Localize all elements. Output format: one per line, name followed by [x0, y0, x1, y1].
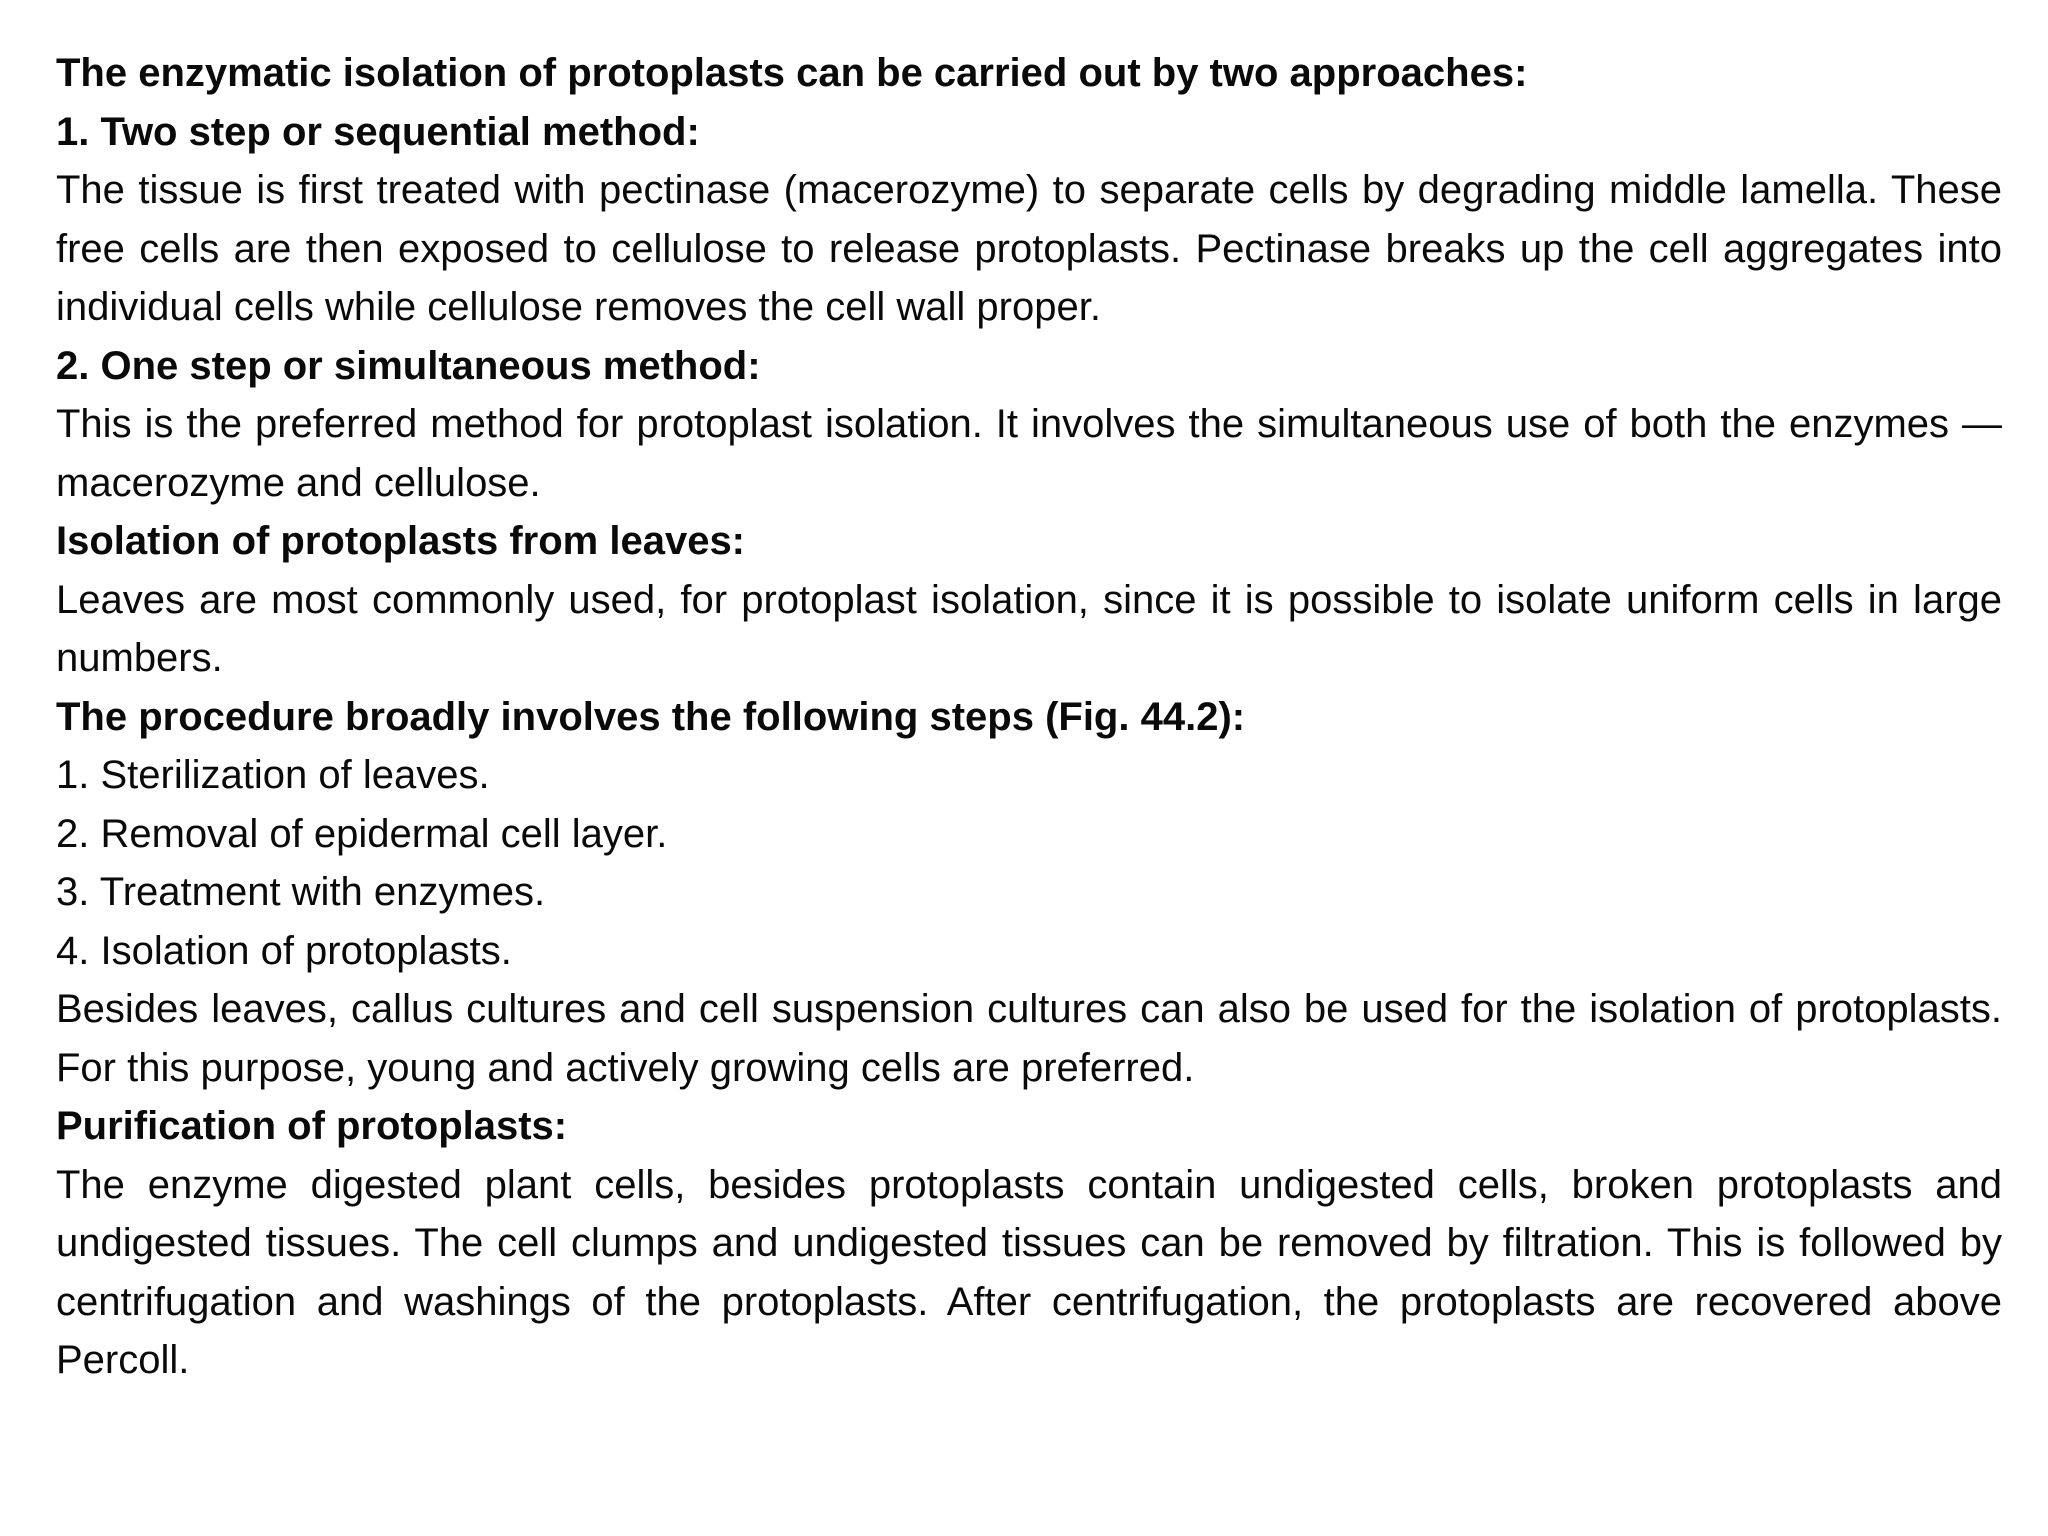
method2-paragraph: This is the preferred method for protoplast isolation. It involves the simultaneous use of both the enzymes — macerozyme and cellulose.: [56, 402, 2002, 505]
procedure-step: 4. Isolation of protoplasts.: [56, 928, 512, 973]
procedure-note-paragraph: Besides leaves, callus cultures and cell suspension cultures can also be used for the isolation of protoplasts. For this purpose, young and actively growing cells are preferred.: [56, 987, 2002, 1090]
procedure-steps-list: [56, 746, 2002, 980]
leaves-heading: Isolation of protoplasts from leaves:: [56, 519, 746, 563]
purification-paragraph: The enzyme digested plant cells, besides protoplasts contain undigested cells, broken protoplasts and undigested tissues. The cell clumps and undigested tissues can be removed by filtration. This is followed by centrifugation and washings of the protoplasts. After centrifugation, the protoplasts are recovered above Percoll.: [56, 1162, 2002, 1382]
purification-heading: Purification of protoplasts:: [56, 1104, 568, 1148]
method1-paragraph: The tissue is first treated with pectinase (macerozyme) to separate cells by degrading middle lamella. These free cells are then exposed to cellulose to release protoplasts. Pectinase breaks up the cell aggregates into individual cells while cellulose removes the cell wall proper.: [56, 168, 2002, 329]
slide-content: [56, 44, 2002, 1390]
procedure-step: 2. Removal of epidermal cell layer.: [56, 811, 668, 856]
procedure-step: 1. Sterilization of leaves.: [56, 753, 490, 797]
procedure-heading: The procedure broadly involves the following steps (Fig. 44.2):: [56, 694, 1246, 739]
leaves-paragraph: Leaves are most commonly used, for protoplast isolation, since it is possible to isolate uniform cells in large numbers.: [56, 577, 2002, 680]
procedure-step: 3. Treatment with enzymes.: [56, 870, 546, 914]
method2-heading: 2. One step or simultaneous method:: [56, 343, 761, 388]
method1-heading: 1. Two step or sequential method:: [56, 109, 700, 154]
intro-heading: The enzymatic isolation of protoplasts can be carried out by two approaches:: [56, 51, 1528, 95]
